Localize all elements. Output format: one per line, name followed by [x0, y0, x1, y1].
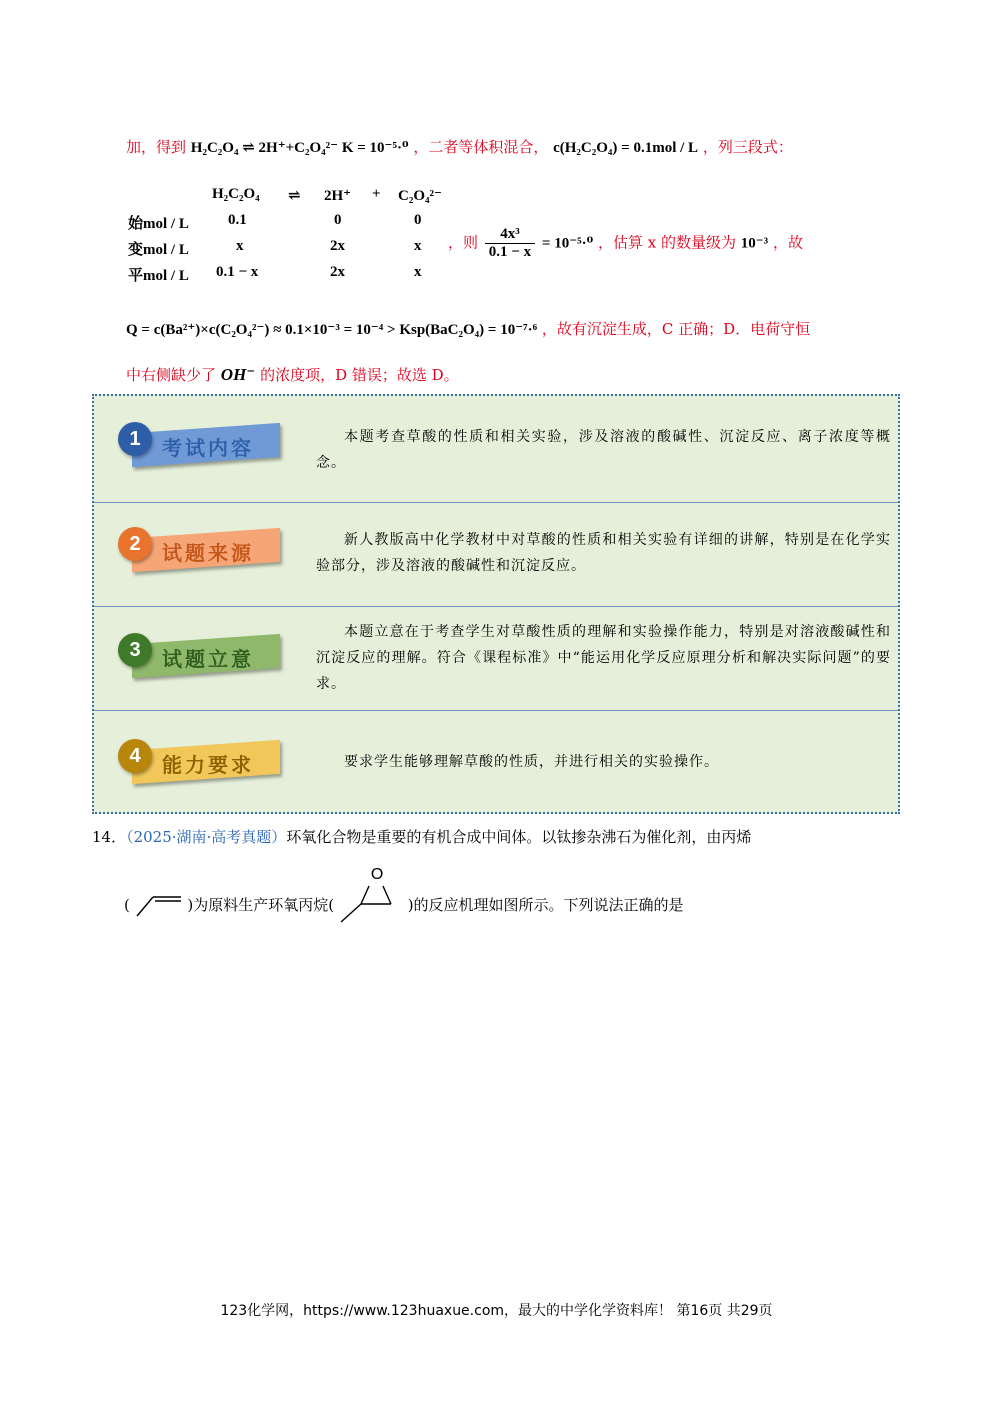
- question-source: （2025·湖南·高考真题）: [126, 828, 287, 846]
- section-label: 能力要求: [162, 753, 254, 777]
- question-text-2: )的反应机理如图所示。下列说法正确的是: [407, 896, 684, 914]
- section-number: 1: [118, 422, 152, 456]
- question-text-1: 环氧化合物是重要的有机合成中间体。以钛掺杂沸石为催化剂，由丙烯: [286, 828, 752, 846]
- line-1: [126, 136, 793, 157]
- line4-prefix: 中右侧缺少了: [126, 366, 217, 384]
- ice-h1: ⇌: [288, 188, 301, 204]
- section-exam-content: [94, 396, 898, 502]
- question-14-line-2: [124, 866, 684, 928]
- ice-value: x: [236, 238, 244, 254]
- propylene-oxide-structure-icon: [339, 866, 403, 928]
- line-3: [126, 318, 810, 339]
- then-text: ，则: [448, 233, 479, 252]
- page-footer: 123化学网，https://www.123huaxue.com，最大的中学化学资料库！ 第16页 共29页: [220, 1303, 773, 1319]
- section-label: 试题来源: [162, 541, 254, 565]
- ice-value: 0.1: [228, 212, 247, 228]
- epoxide-ring-icon: [339, 884, 403, 928]
- section-banner: [114, 523, 279, 573]
- magnitude: 10⁻³: [740, 235, 769, 252]
- section-number: 2: [118, 527, 152, 561]
- ice-h4: C₂O₄²⁻: [398, 188, 442, 204]
- ice-value: x: [414, 264, 422, 280]
- line4-suffix: 的浓度项，D 错误；故选 D。: [260, 366, 459, 384]
- question-close-1: )为原料生产环氧丙烷(: [187, 896, 335, 914]
- estimate-line: [448, 226, 803, 261]
- question-14: [92, 826, 751, 847]
- so-text: ，故: [772, 233, 803, 252]
- fraction-equals: = 10⁻⁵·⁰: [541, 235, 594, 252]
- section-banner: [114, 735, 279, 785]
- section-text: 新人教版高中化学教材中对草酸的性质和相关实验有详细的讲解，特别是在化学实验部分，涉及溶液的酸碱性和沉淀反应。: [316, 532, 891, 574]
- ice-h0: H₂C₂O₄: [212, 186, 260, 202]
- fraction-denominator: 0.1 − x: [488, 244, 532, 260]
- section-label: 考试内容: [162, 436, 254, 460]
- ice-value: 0.1 − x: [216, 264, 259, 280]
- section-text: 要求学生能够理解草酸的性质，并进行相关的实验操作。: [344, 754, 719, 770]
- line1-prefix: 加，得到: [126, 138, 187, 156]
- question-number: 14．: [92, 828, 127, 846]
- ice-value: 2x: [330, 264, 345, 280]
- ice-value: 0: [414, 212, 422, 228]
- hydroxide-ion: OH⁻: [220, 365, 256, 384]
- ice-label: 平mol / L: [128, 268, 189, 284]
- section-label: 试题立意: [162, 647, 254, 671]
- propene-structure-icon: [135, 894, 183, 918]
- ice-label: 始mol / L: [128, 216, 189, 232]
- fraction-numerator: 4x³: [485, 226, 535, 244]
- fraction: [485, 226, 535, 261]
- ice-h3: +: [372, 186, 381, 202]
- estimate-text: ，估算 x 的数量级为: [597, 233, 736, 252]
- line3-text: ，故有沉淀生成，C 正确；D．电荷守恒: [541, 320, 811, 338]
- section-number: 3: [118, 633, 152, 667]
- q-ksp-equation: Q = c(Ba²⁺)×c(C₂O₄²⁻) ≈ 0.1×10⁻³ = 10⁻⁴ > Ksp(BaC₂O₄) = 10⁻⁷·⁶: [126, 322, 538, 338]
- section-source: [94, 502, 898, 607]
- ice-value: 2x: [330, 238, 345, 254]
- section-text: 本题考查草酸的性质和相关实验，涉及溶液的酸碱性、沉淀反应、离子浓度等概念。: [316, 429, 891, 471]
- section-purpose: [94, 606, 898, 711]
- analysis-box: [92, 394, 900, 814]
- ice-value: x: [414, 238, 422, 254]
- line1-mid: ，二者等体积混合，: [413, 138, 549, 156]
- section-banner: [114, 629, 279, 679]
- line1-concentration: c(H₂C₂O₄) = 0.1mol / L: [553, 140, 699, 156]
- ice-value: 0: [334, 212, 342, 228]
- ice-h2: 2H⁺: [324, 188, 352, 204]
- line1-suffix: ，列三段式：: [702, 138, 793, 156]
- line1-equation-k: H₂C₂O₄ ⇌ 2H⁺+C₂O₄²⁻ K = 10⁻⁵·⁰: [190, 140, 409, 156]
- section-banner: [114, 418, 279, 468]
- ice-label: 变mol / L: [128, 242, 189, 258]
- section-ability: [94, 710, 898, 815]
- oxygen-label: O: [370, 866, 384, 883]
- section-number: 4: [118, 739, 152, 773]
- section-text: 本题立意在于考查学生对草酸性质的理解和实验操作能力，特别是对溶液酸碱性和沉淀反应的理解。符合《课程标准》中“能运用化学反应原理分析和解决实际问题”的要求。: [316, 624, 891, 692]
- paren-open: (: [124, 896, 130, 914]
- line-4: [126, 364, 459, 385]
